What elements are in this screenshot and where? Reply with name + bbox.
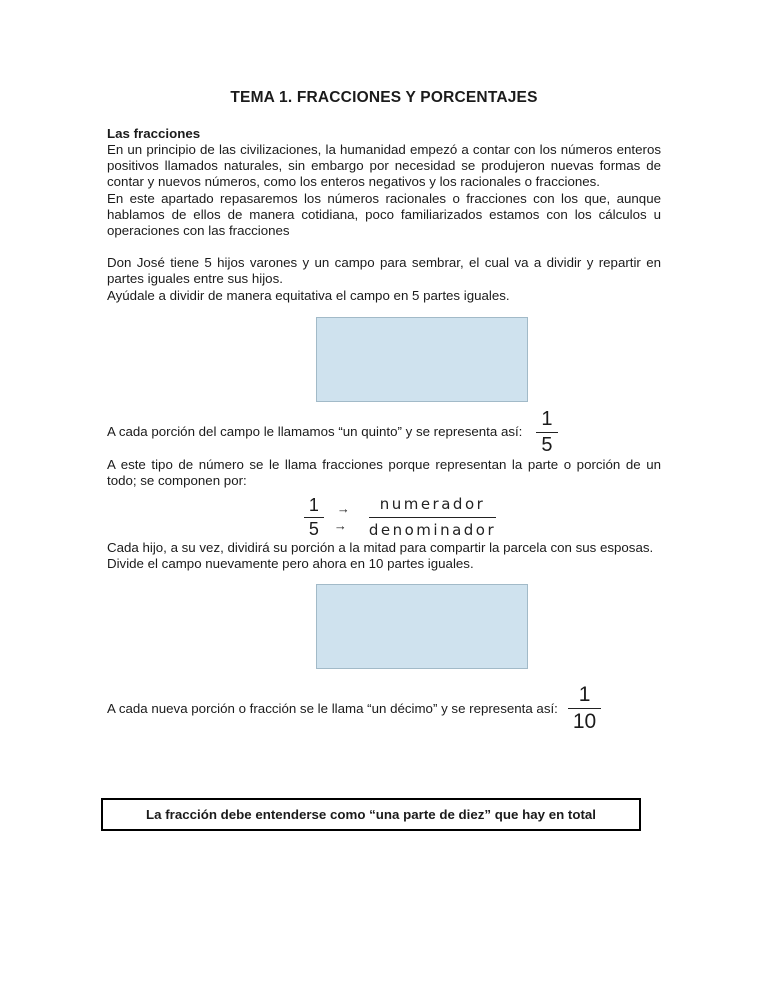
fraction-one-fifth-diagram: [304, 495, 324, 539]
document-content: [107, 0, 661, 831]
caption-quinto-text: A cada porción del campo le llamamos “un quinto” y se representa así:: [107, 424, 523, 440]
fraction-numerator: 1: [304, 495, 324, 518]
denominator-label: denominador: [368, 521, 497, 540]
right-arrow-icon: →: [336, 501, 350, 517]
paragraph-divide: Divide el campo nuevamente pero ahora en 10 partes iguales.: [107, 555, 474, 571]
fraction-numerator: 1: [536, 408, 557, 433]
section-heading: Las fracciones: [107, 126, 201, 141]
fraction-denominator: 10: [572, 710, 597, 734]
field-image-2: [316, 584, 528, 669]
field-image-1: [316, 317, 528, 402]
fraction-one-fifth: [536, 408, 557, 457]
fraction-denominator: 5: [308, 518, 319, 539]
page-title: TEMA 1. FRACCIONES Y PORCENTAJES: [230, 89, 538, 106]
callout-text: La fracción debe entenderse como “una parte de diez” que hay en total: [146, 807, 596, 823]
diagram-arrows: [334, 501, 353, 533]
caption-quinto-row: [107, 408, 661, 457]
numerator-label: numerador: [369, 495, 496, 518]
fraction-parts-diagram: [123, 495, 677, 539]
fraction-denominator: 5: [541, 433, 553, 456]
paragraph-intro-1: En un principio de las civilizaciones, la humanidad empezó a contar con los números enteros positivos llamados naturales, sin embargo por necesidad se produjeron nuevas formas de contar y nuevos números, como los enteros negativos y los racionales o fracciones.: [107, 142, 661, 190]
callout-box: [101, 798, 641, 831]
caption-decimo-row: [107, 683, 661, 734]
right-arrow-icon: →: [333, 518, 347, 534]
fraction-numerator: 1: [568, 683, 601, 709]
paragraph-explanation: A este tipo de número se le llama fracciones porque representan la parte o porción de un todo; se componen por:: [107, 456, 661, 489]
fraction-one-tenth: [568, 683, 601, 734]
paragraph-intro-2: En este apartado repasaremos los números racionales o fracciones con los que, aunque hablamos de ellos de manera cotidiana, poco familiarizados estamos con los cálculos u operaciones con las fracciones: [107, 190, 661, 239]
paragraph-ayudale: Ayúdale a dividir de manera equitativa el campo en 5 partes iguales.: [107, 287, 510, 303]
blank-line: [107, 239, 661, 255]
fraction-terms: [369, 495, 496, 539]
paragraph-don-jose: Don José tiene 5 hijos varones y un campo para sembrar, el cual va a dividir y repartir en partes iguales entre sus hijos.: [107, 255, 661, 287]
paragraph-cada-hijo: Cada hijo, a su vez, dividirá su porción a la mitad para compartir la parcela con sus esposas.: [107, 539, 654, 555]
caption-decimo-text: A cada nueva porción o fracción se le llama “un décimo” y se representa así:: [107, 700, 558, 716]
